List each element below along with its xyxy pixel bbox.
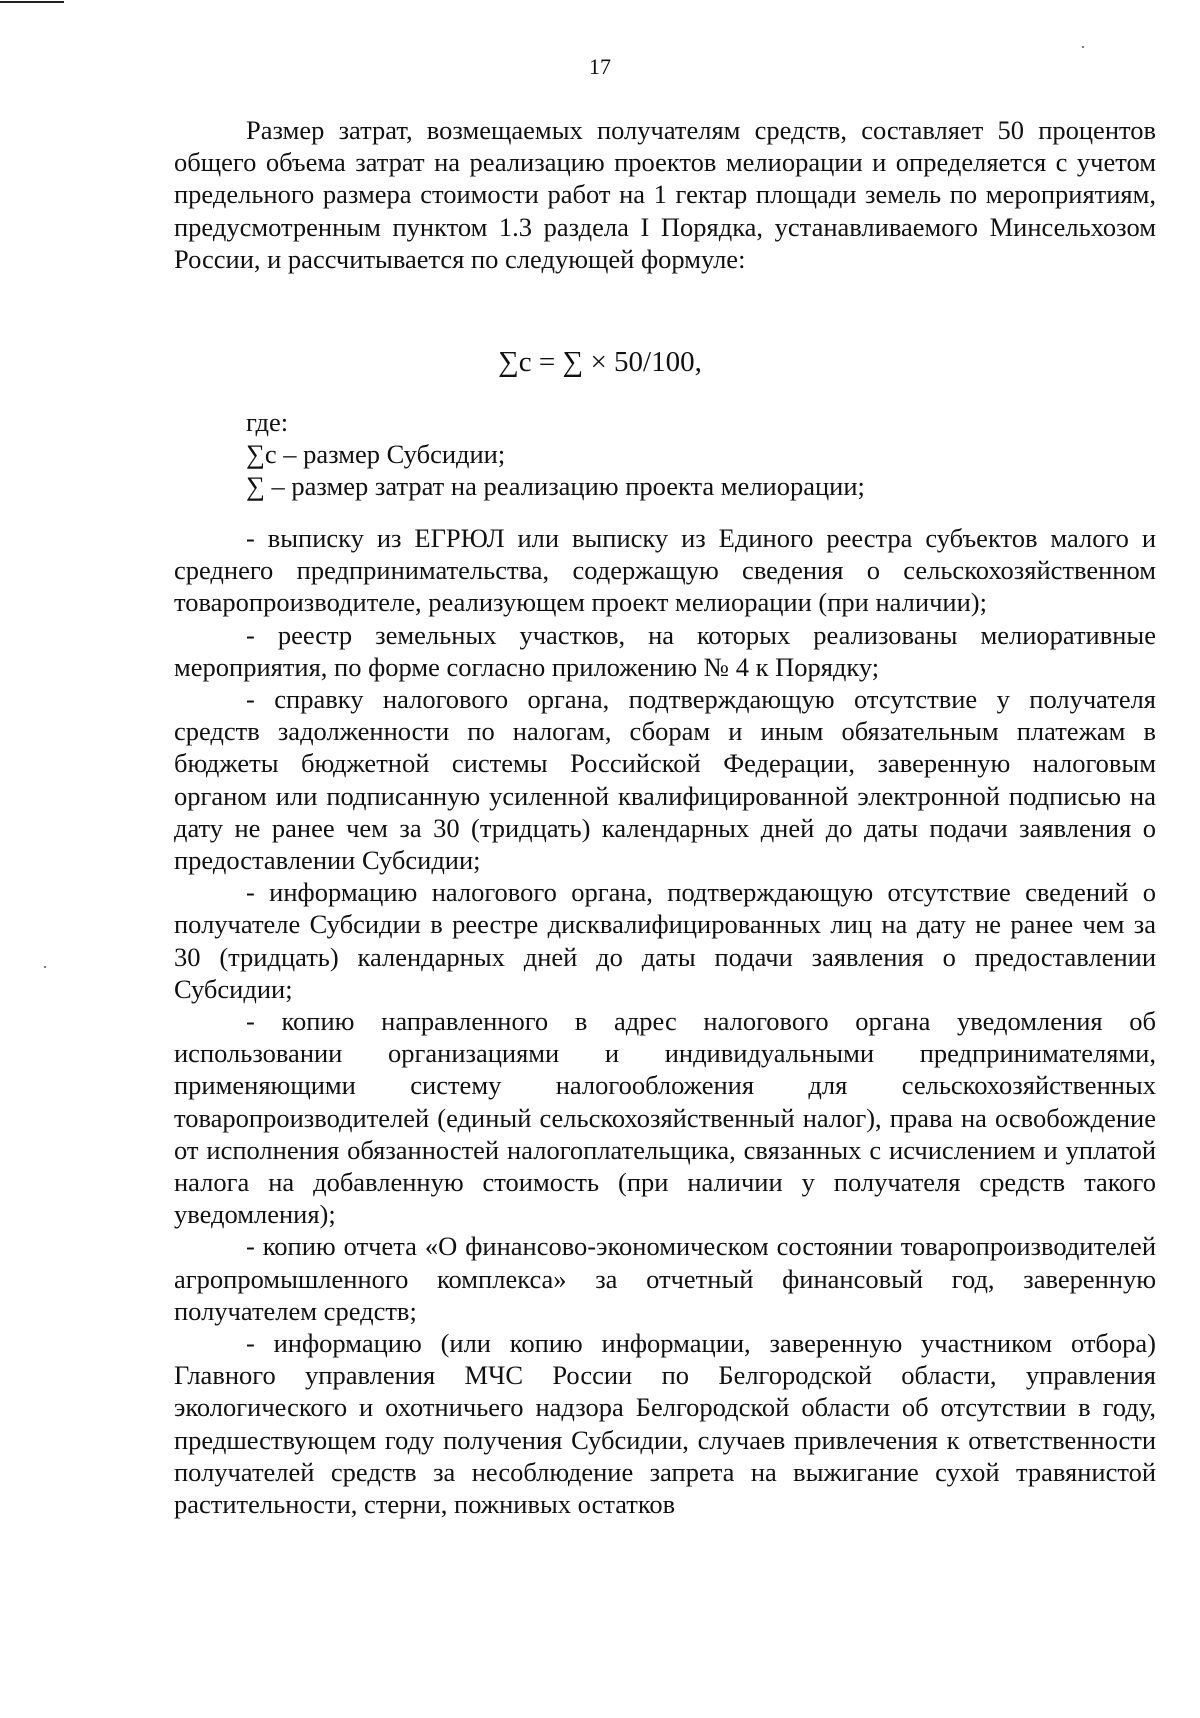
list-item: - копию отчета «О финансово-экономическом состоянии товаропроизводителей агропромышленного комплекса» за отчетный финансовый год, заверенную получателем средств;: [174, 1231, 1156, 1326]
list-item: - копию направленного в адрес налогового органа уведомления об использовании организациями и индивидуальными предпринимателями, применяющими систему налогообложения для сельскохозяйственных товаропроизводителей (единый сельскохозяйственный налог), права на освобождение от исполнения обязанностей налогоплательщика, связанных с исчислением и уплатой налога на добавленную стоимость (при наличии у получателя средств такого уведомления);: [174, 1006, 1156, 1230]
formula-legend: [174, 406, 1156, 503]
scan-speck: [1082, 46, 1084, 48]
list-item: - информацию налогового органа, подтверждающую отсутствие сведений о получателе Субсидии в реестре дисквалифицированных лиц на дату не ранее чем за 30 (тридцать) календарных дней до даты подачи заявления о предоставлении Субсидии;: [174, 877, 1156, 1004]
page-number: 17: [589, 54, 611, 79]
intro-paragraph: Размер затрат, возмещаемых получателям средств, составляет 50 процентов общего объема затрат на реализацию проектов мелиорации и определяется с учетом предельного размера стоимости работ на 1 гектар площади земель по мероприятиям, предусмотренным пунктом 1.3 раздела I Порядка, устанавливаемого Минсельхозом России, и рассчитывается по следующей формуле:: [174, 115, 1156, 274]
scan-speck: [44, 966, 46, 968]
subsidy-formula: ∑c = ∑ × 50/100,: [498, 346, 702, 378]
list-item: - реестр земельных участков, на которых реализованы мелиоративные мероприятия, по форме согласно приложению № 4 к Порядку;: [174, 619, 1156, 682]
scan-edge-mark: [0, 1, 64, 3]
where-label: где:: [246, 407, 289, 437]
intro-paragraph-block: [174, 114, 1156, 275]
list-item: - информацию (или копию информации, заверенную участником отбора) Главного управления МЧС России по Белгородской области, управления экологического и охотничьего надзора Белгородской области об отсутствии в году, предшествующем году получения Субсидии, случаев привлечения к ответственности получателей средств за несоблюдение запрета на выжигание сухой травянистой растительности, стерни, пожнивых остатков: [174, 1328, 1156, 1520]
legend-item: ∑c – размер Субсидии;: [246, 439, 506, 470]
required-documents-list: [174, 522, 1156, 1520]
list-item: - выписку из ЕГРЮЛ или выписку из Единого реестра субъектов малого и среднего предпринимательства, содержащую сведения о сельскохозяйственном товаропроизводителе, реализующем проект мелиорации (при наличии);: [174, 523, 1156, 618]
legend-item: ∑ – размер затрат на реализацию проекта мелиорации;: [246, 471, 865, 502]
list-item: - справку налогового органа, подтверждающую отсутствие у получателя средств задолженности по налогам, сборам и иным обязательным платежам в бюджеты бюджетной системы Российской Федерации, заверенную налоговым органом или подписанную усиленной квалифицированной электронной подписью на дату не ранее чем за 30 (тридцать) календарных дней до даты подачи заявления о предоставлении Субсидии;: [174, 684, 1156, 876]
